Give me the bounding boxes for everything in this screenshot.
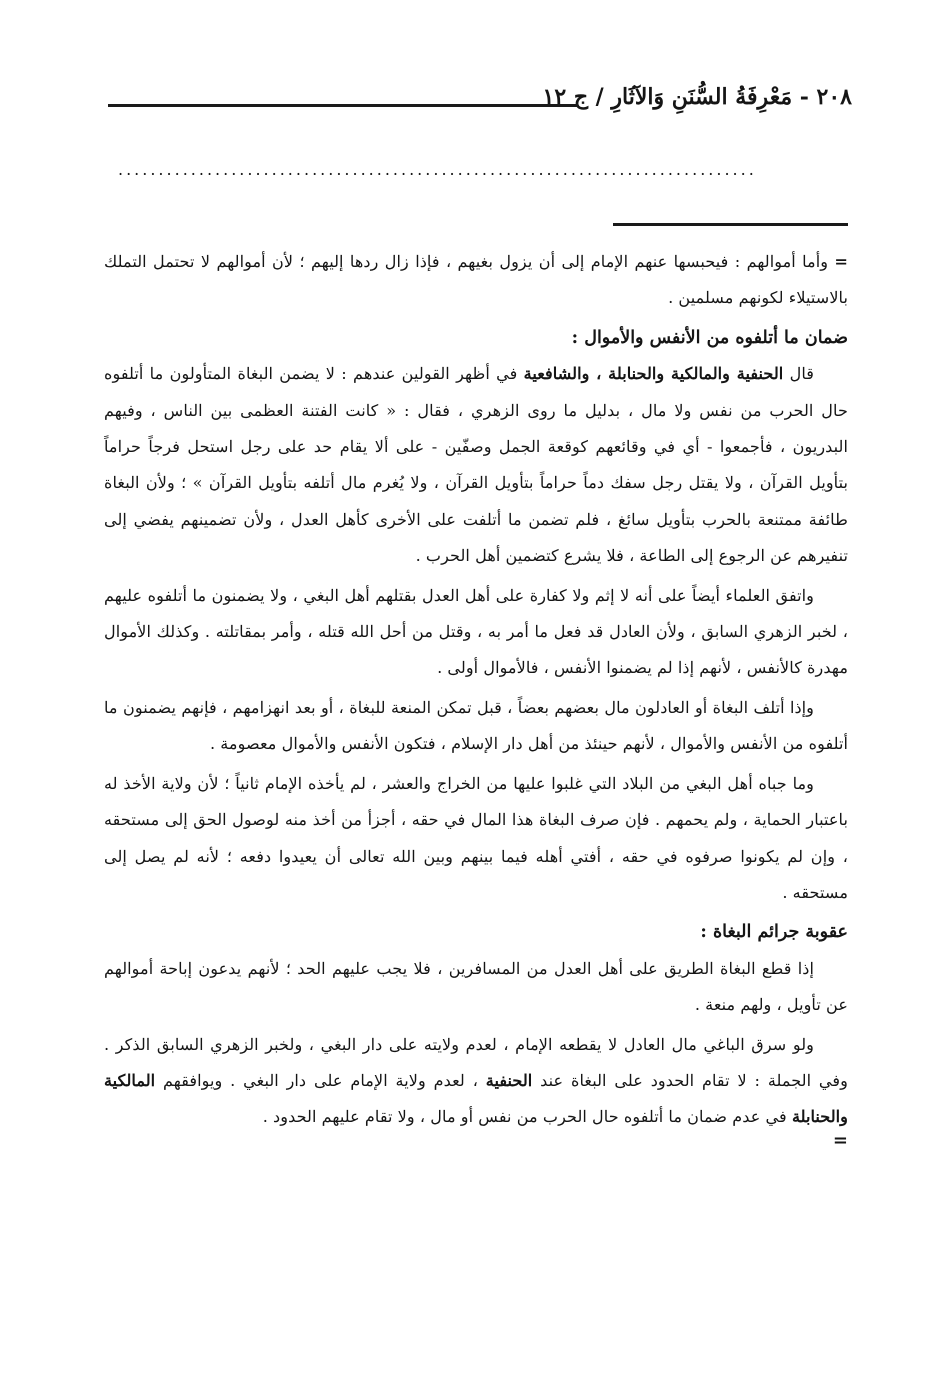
section-heading-damages: ضمان ما أتلفوه من الأنفس والأموال : [571, 327, 848, 348]
section-heading-punishment: عقوبة جرائم البغاة : [700, 922, 848, 943]
paragraph-text: قال [783, 364, 814, 384]
paragraph-continuation [104, 244, 848, 317]
footnote-rule [613, 223, 848, 226]
page-header [100, 82, 852, 122]
madhhab-names: المالكية والحنابلة [104, 1070, 848, 1127]
paragraph-text: ولو سرق الباغي مال العادل لا يقطعه الإمام ، لعدم ولايته على دار البغي ، ولخبر الزهري السابق الذكر . وفي الجملة : لا تقام الحدود على البغاة عند [104, 1034, 848, 1090]
paragraph-consensus: واتفق العلماء أيضاً على أنه لا إثم ولا كفارة على أهل العدل بقتلهم أهل البغي ، ولا يضمنون ما أتلفوه عليهم ، لخبر الزهري السابق ، ولأن العادل قد فعل ما أمر به ، وقتل من أحل الله قتله ، وأمر بمقاتلته . وكذلك الأموال مهدرة كالأنفس ، لأنهم إذا لم يضمنوا الأنفس ، فالأموال أولى . [104, 585, 848, 678]
paragraph-mutual-damage: وإذا أتلف البغاة أو العادلون مال بعضهم بعضاً ، قبل تمكن المنعة للبغاة ، أو بعد انهزامهم ، فإنهم يضمنون ما أتلفوه من الأنفس والأموال ، لأنهم حينئذ من أهل دار الإسلام ، فتكون الأنفس والأموال معصومة . [104, 697, 848, 754]
madhhab-name: الحنفية [485, 1070, 533, 1090]
paragraph-theft [104, 1027, 848, 1136]
continuation-mark: = [834, 252, 848, 271]
dotted-separator: ............................................................................... [118, 160, 757, 179]
paragraph-madhhab-opinions [104, 356, 848, 574]
continuation-mark-end: = [832, 1129, 848, 1151]
paragraph-text: ، لعدم ولاية الإمام على دار البغي . ويوافقهم [155, 1070, 486, 1090]
paragraph-text: وأما أموالهم : فيحبسها عنهم الإمام إلى أن يزول بغيهم ، فإذا زال ردها إليهم ؛ لأن أموالهم لا تحتمل التملك بالاستيلاء لكونهم مسلمين . [104, 252, 848, 308]
paragraph-taxes: وما جباه أهل البغي من البلاد التي غلبوا عليها من الخراج والعشر ، لم يأخذه الإمام ثانياً ؛ لأن ولاية الأخذ له باعتبار الحماية ، ولم يحمهم . فإن صرف البغاة هذا المال في حقه ، أجزأ من أخذ منه لوصول الحق إلى مستحقه ، وإن لم يكونوا صرفوه في حقه ، أفتي أهله فيما بينهم وبين الله تعالى أن يعيدوا دفعه ؛ لأنه لم يصل إلى مستحقه . [104, 773, 848, 902]
madhhab-names: الحنفية والمالكية والحنابلة ، والشافعية [523, 364, 784, 384]
paragraph-text: في عدم ضمان ما أتلفوه حال الحرب من نفس أو مال ، ولا تقام عليهم الحدود . [262, 1107, 792, 1127]
header-rule [108, 104, 578, 107]
running-head: ٢٠٨ - مَعْرِفَةُ السُّنَنِ وَالآثَارِ / ج ١٢ [542, 84, 852, 110]
paragraph-highway: إذا قطع البغاة الطريق على أهل العدل من المسافرين ، فلا يجب عليهم الحد ؛ لأنهم يدعون إباحة أموالهم عن تأويل ، ولهم منعة . [104, 958, 848, 1015]
paragraph-text: في أظهر القولين عندهم : لا يضمن البغاة المتأولون ما أتلفوه حال الحرب من نفس ولا مال ، بدليل ما روى الزهري ، فقال : « كانت الفتنة العظمى بين الناس ، وفيهم البدريون ، فأجمعوا - أي في وقائعهم كوقعة الجمل وصفّين - على ألا يقام حد على رجل استحل فرجاً حراماً بتأويل القرآن ، ولا يقتل رجل سفك دماً حراماً بتأويل القرآن ، ولا يُغرم مال أتلفه بتأويل القرآن » ؛ ولأن البغاة طائفة ممتنعة بالحرب بتأويل سائغ ، فلم تضمن ما أتلفت على الأخرى كأهل العدل ، ولأن تضمينهم يفضي إلى تنفيرهم عن الرجوع إلى الطاعة ، فلا يشرع كتضمين أهل الحرب . [104, 364, 848, 566]
page-body [104, 244, 848, 1151]
